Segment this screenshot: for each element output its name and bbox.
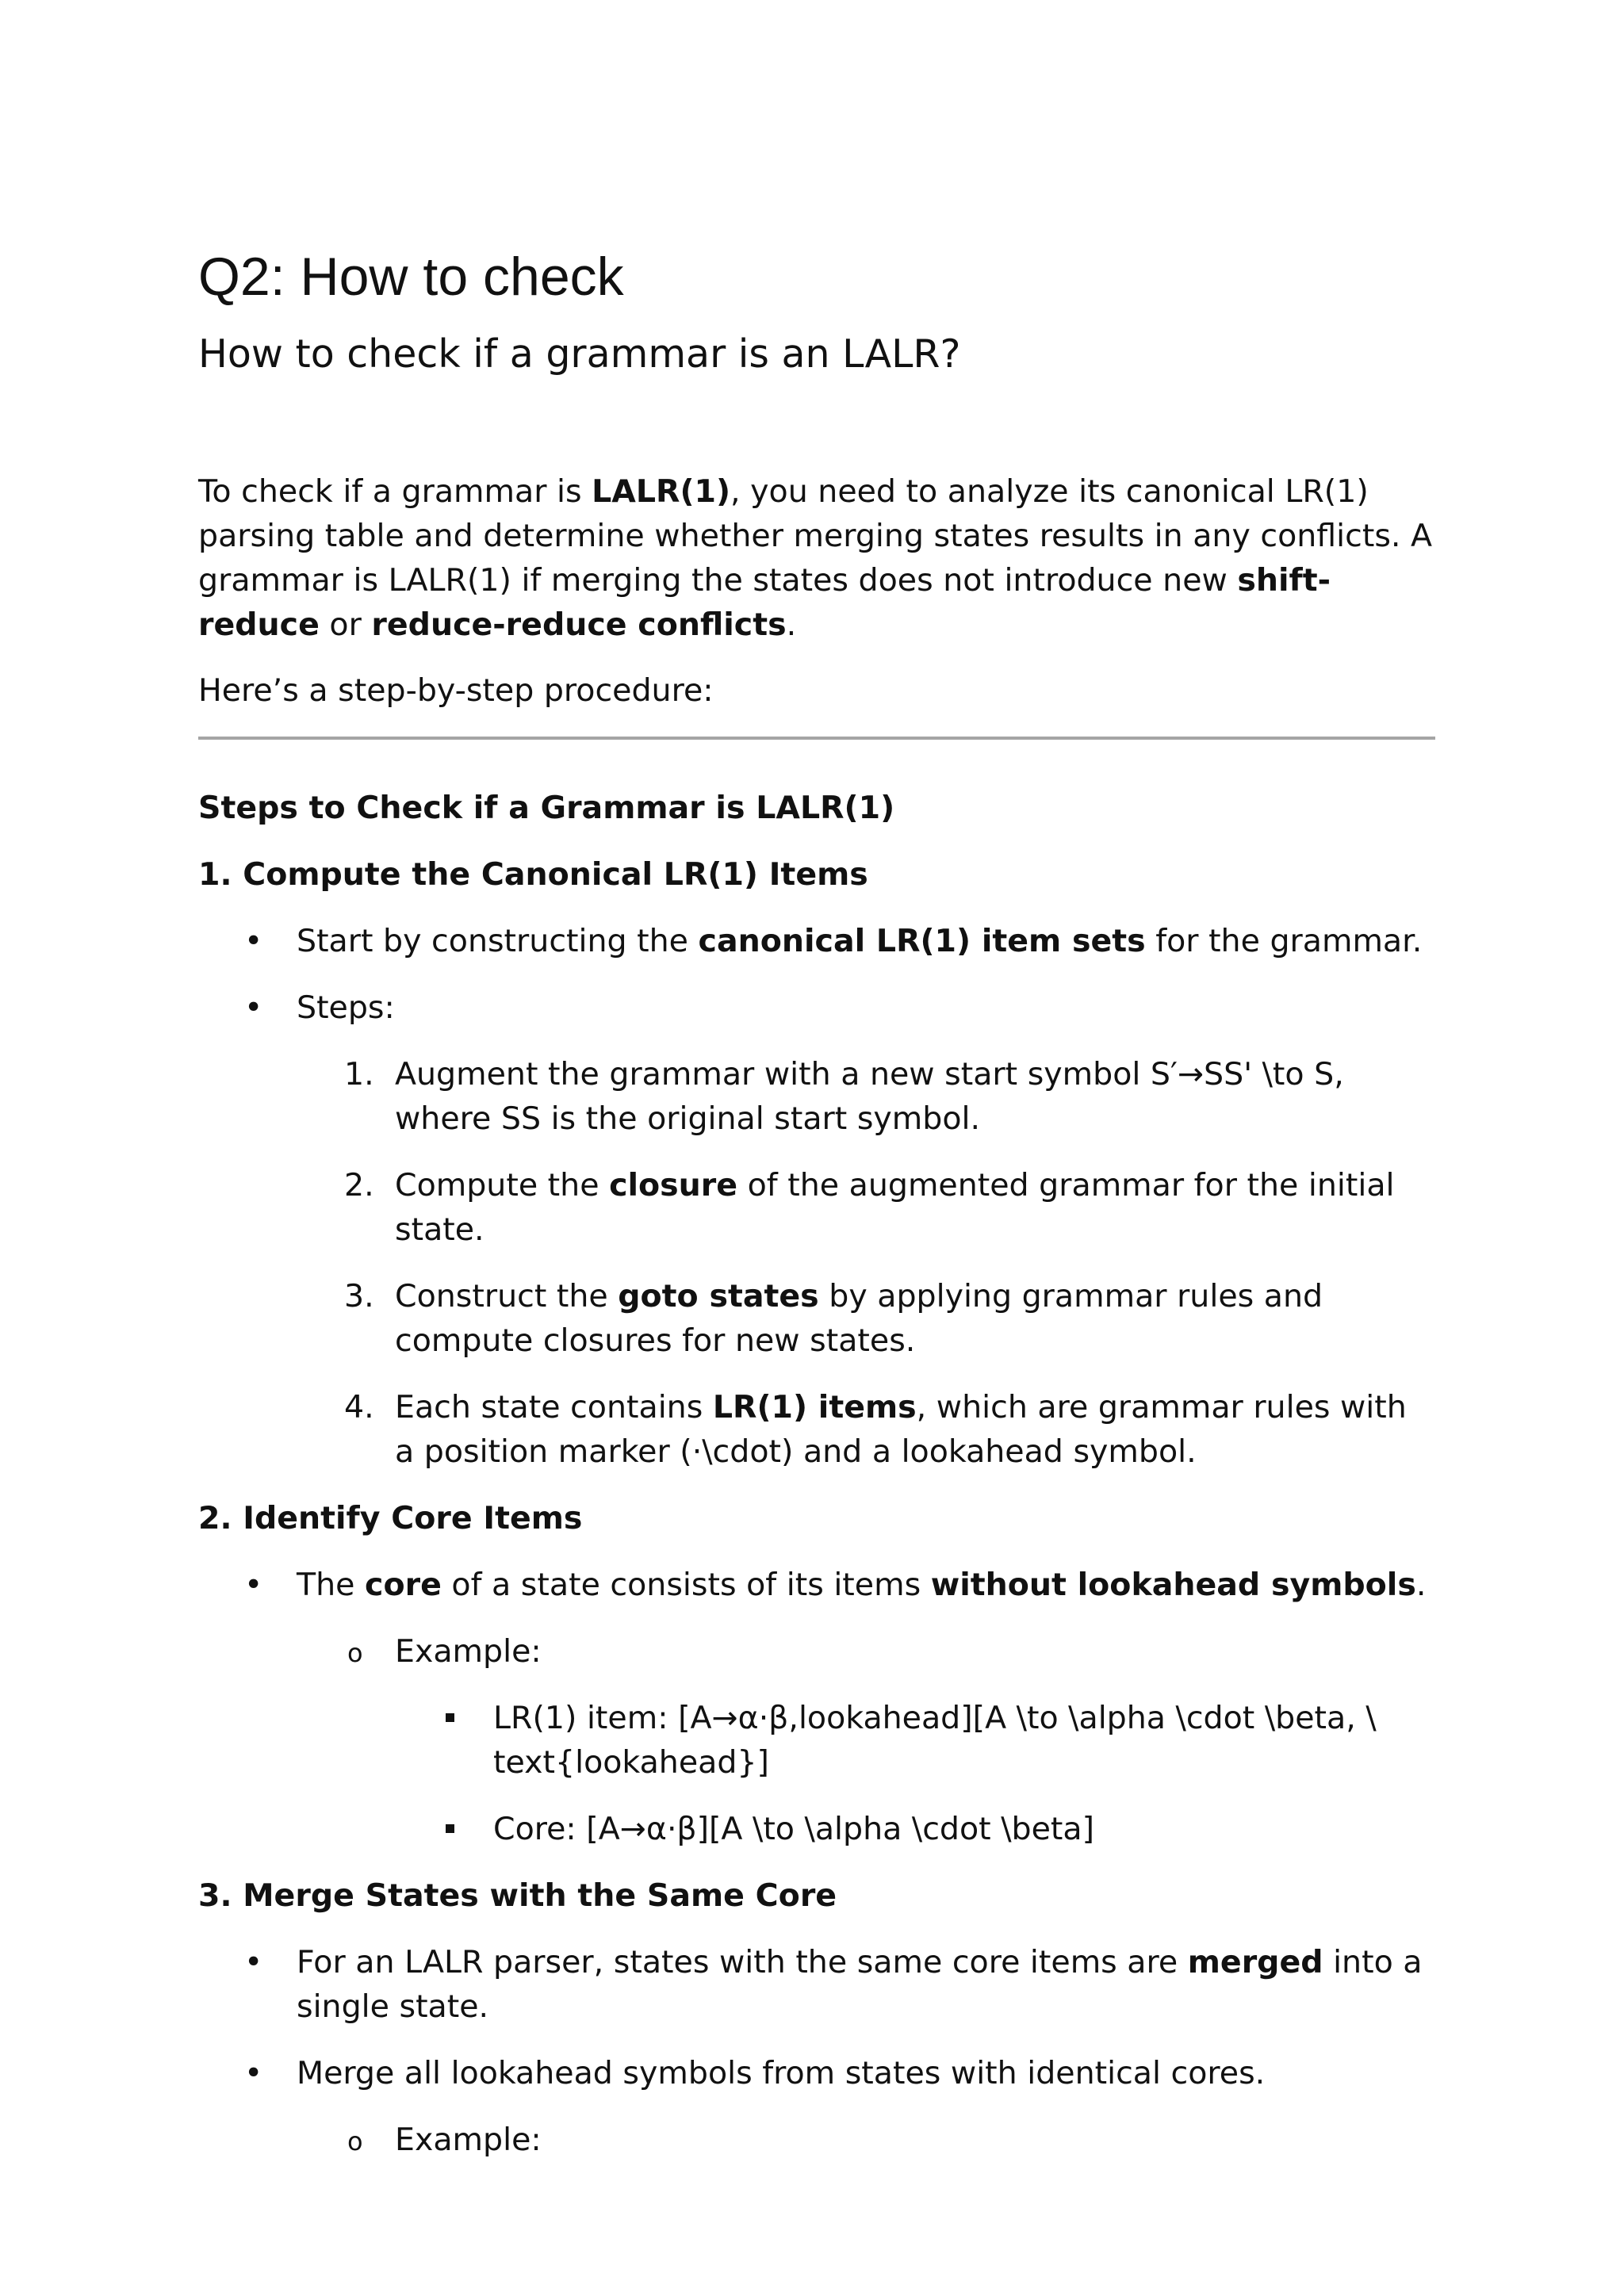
list-item — [198, 1163, 1435, 1252]
item-bold: without lookahead symbols — [930, 1567, 1416, 1603]
list-item — [198, 1696, 1435, 1785]
item-text: Compute the — [395, 1167, 610, 1203]
list-item — [198, 1940, 1435, 2029]
document-body — [198, 469, 1435, 2184]
step2-list — [198, 1563, 1435, 1607]
item-text: of the augmented grammar for the initial state. — [395, 1167, 1395, 1248]
item-text: . — [1415, 1567, 1427, 1603]
intro-text: , you need to analyze its canonical LR(1) parsing table and determine whether merging states results in any conflicts. A grammar is LALR(1) if merging the states does not introduce new — [198, 473, 1433, 599]
step3-sublist — [198, 2118, 1435, 2162]
item-bold: merged — [1187, 1944, 1323, 1980]
item-text: , which are grammar rules with a position marker (⋅\cdot) and a lookahead symbol. — [395, 1389, 1407, 1470]
item-bold: core — [365, 1567, 442, 1603]
list-item: Core: [A→α⋅β][A \to \alpha \cdot \beta] — [198, 1807, 1435, 1851]
step2-heading: 2. Identify Core Items — [198, 1500, 583, 1536]
intro-text: . — [786, 607, 797, 643]
item-number: 3. — [344, 1278, 374, 1314]
item-text: For an LALR parser, states with the same core items are — [297, 1944, 1188, 1980]
list-item — [198, 919, 1435, 963]
item-text: into a single state. — [297, 1944, 1423, 2025]
list-item: o Example: — [198, 2118, 1435, 2162]
item-text: Each state contains — [395, 1389, 713, 1425]
step1-heading: 1. Compute the Canonical LR(1) Items — [198, 856, 868, 893]
item-text: by applying grammar rules and compute closures for new states. — [395, 1278, 1323, 1359]
item-text: The — [297, 1567, 366, 1603]
item-number: 4. — [344, 1389, 374, 1425]
item-bold: closure — [609, 1167, 738, 1203]
step1-numbered-list — [198, 1052, 1435, 1474]
item-text: of a state consists of its items — [441, 1567, 931, 1603]
item-text: text{lookahead}] — [493, 1744, 769, 1781]
item-number: 1. — [344, 1056, 374, 1093]
item-text: Augment the grammar with a new start symbol S′→SS' \to S, where SS is the original start symbol. — [395, 1056, 1344, 1137]
list-item: o Example: — [198, 1629, 1435, 1674]
steps-heading: Steps to Check if a Grammar is LALR(1) — [198, 790, 895, 826]
step2-example-list — [198, 1696, 1435, 1851]
list-item — [198, 1274, 1435, 1363]
intro-bold-shift-reduce: shift-reduce — [198, 562, 1331, 643]
list-item: • Merge all lookahead symbols from states with identical cores. — [198, 2051, 1435, 2095]
item-bold: goto states — [618, 1278, 819, 1314]
divider — [198, 737, 1435, 740]
list-item — [198, 1563, 1435, 1607]
item-text: for the grammar. — [1145, 923, 1423, 959]
procedure-intro: Here’s a step-by-step procedure: — [198, 672, 714, 709]
item-text: LR(1) item: [A→α⋅β,lookahead][A \to \alpha \cdot \beta, \ — [493, 1700, 1377, 1736]
item-text: Construct the — [395, 1278, 619, 1314]
intro-text: or — [319, 607, 372, 643]
intro-bold-lalr: LALR(1) — [592, 473, 731, 510]
list-item: • Steps: — [198, 985, 1435, 1030]
intro-text: To check if a grammar is — [198, 473, 592, 510]
list-item — [198, 1052, 1435, 1141]
item-bold: canonical LR(1) item sets — [698, 923, 1146, 959]
step3-heading: 3. Merge States with the Same Core — [198, 1877, 837, 1914]
list-item — [198, 1385, 1435, 1474]
intro-bold-reduce-reduce: reduce-reduce conflicts — [371, 607, 787, 643]
step2-sublist — [198, 1629, 1435, 1674]
item-text: Start by constructing the — [297, 923, 699, 959]
step1-list — [198, 919, 1435, 1030]
intro-paragraph — [198, 469, 1435, 647]
item-number: 2. — [344, 1167, 374, 1203]
page-subtitle: How to check if a grammar is an LALR? — [198, 331, 961, 377]
step3-list — [198, 1940, 1435, 2095]
page-title: Q2: How to check — [198, 247, 624, 307]
item-bold: LR(1) items — [712, 1389, 917, 1425]
